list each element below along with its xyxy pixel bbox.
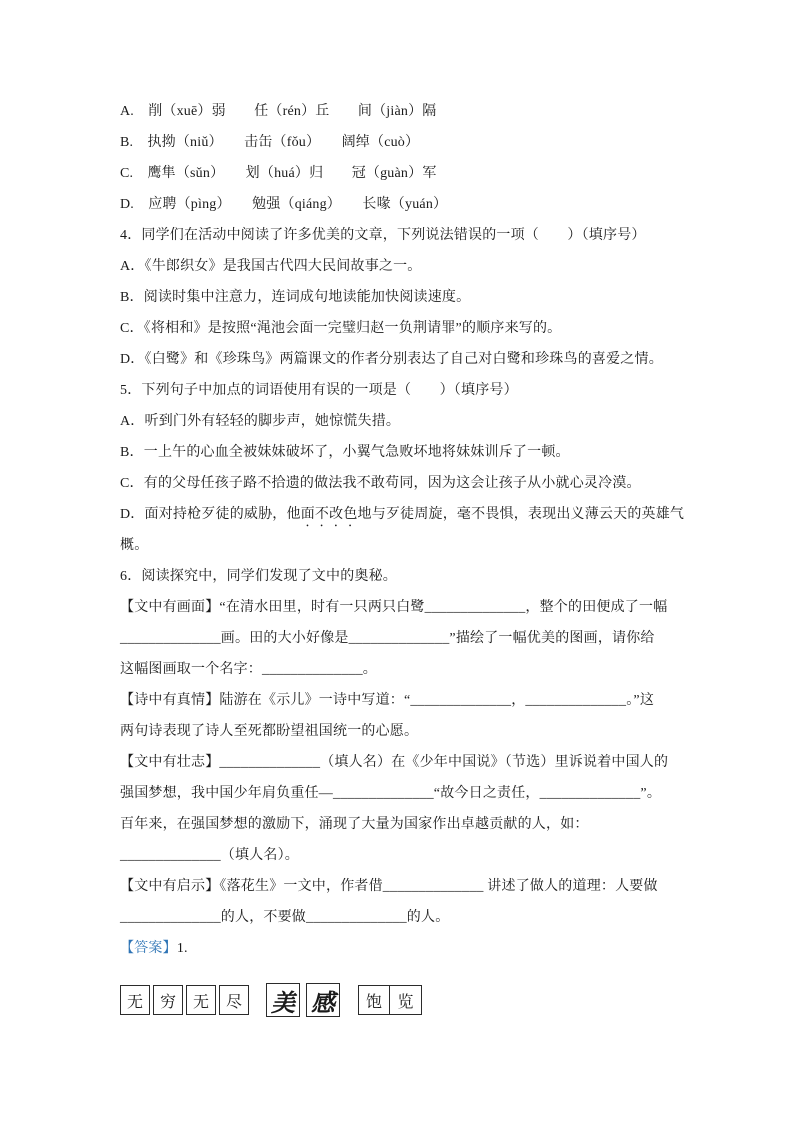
q4-option-d: D．《白鹭》和《珍珠鸟》两篇课文的作者分别表达了自己对白鹭和珍珠鸟的喜爱之情。 (120, 352, 663, 367)
q6-item-ambition-line3: 百年来，在强国梦想的激励下，涌现了大量为国家作出卓越贡献的人，如： (120, 817, 589, 832)
q6-item-picture-line2: ______________画。田的大小好像是______________”描绘了一幅优美的图画，请你给 (120, 631, 655, 646)
answer-box-char: 览 (390, 986, 421, 1014)
q6-item-lesson-line1: 【文中有启示】《落花生》一文中，作者借______________ 讲述了做人的道理：人要做 (120, 879, 658, 894)
answer-box-char: 饱 (359, 986, 390, 1014)
exam-content (120, 96, 685, 1020)
q5-option-d-post: 地与歹徒周旋，毫不畏惧，表现出义薄云天的英雄气 (357, 507, 685, 522)
answer-box-char-handwritten: 美 (266, 983, 300, 1017)
q6-item-ambition-line4: ______________（填人名）。 (120, 848, 299, 863)
q4-option-a: A．《牛郎织女》是我国古代四大民间故事之一。 (120, 259, 422, 274)
answer-box-char: 穷 (153, 985, 183, 1015)
q6-item-ambition-line2: 强国梦想，我中国少年肩负重任—______________“故今日之责任，______________”。 (120, 786, 662, 801)
q5-option-d-pre: D．面对持枪歹徒的威胁，他 (120, 507, 301, 522)
q4-option-c: C．《将相和》是按照“渑池会面一完璧归赵一负荆请罪”的顺序来写的。 (120, 321, 562, 336)
answer-label: 【答案】 (120, 941, 177, 956)
q6-item-poem-line2: 两句诗表现了诗人至死都盼望祖国统一的心愿。 (120, 724, 419, 739)
q3-option-c: C. 鹰隼（sǔn） 划（huá）归 冠（guàn）军 (120, 166, 437, 181)
answer-box-char-handwritten: 感 (306, 983, 340, 1017)
answer-box-char: 无 (120, 985, 150, 1015)
q5-option-b: B．一上午的心血全被妹妹破坏了，小翼气急败坏地将妹妹训斥了一顿。 (120, 445, 570, 460)
answer-heading (120, 933, 682, 964)
q3-option-d: D. 应聘（pìng） 勉强（qiáng） 长喙（yuán） (120, 197, 448, 212)
q6-item-ambition-line1: 【文中有壮志】______________（填人名）在《少年中国说》（节选）里诉说着中国人的 (120, 755, 669, 770)
q6-item-poem-line1: 【诗中有真情】陆游在《示儿》一诗中写道：“______________，______________。”这 (120, 693, 655, 708)
q6-item-picture-line1: 【文中有画面】“在清水田里，时有一只两只白鹭______________，整个的田便成了一幅 (120, 600, 668, 615)
answer-box-char: 无 (186, 985, 216, 1015)
answer-box-group-1 (120, 985, 252, 1015)
answer-box-group-2 (266, 983, 346, 1017)
q5-option-a: A．听到门外有轻轻的脚步声，她惊慌失措。 (120, 414, 401, 429)
q6-stem: 6．阅读探究中，同学们发现了文中的奥秘。 (120, 569, 397, 584)
q6-item-lesson-line2: ______________的人，不要做______________的人。 (120, 910, 450, 925)
answer-boxes-row (120, 980, 682, 1020)
q3-option-b: B. 执拗（niǔ） 击缶（fǒu） 阔绰（cuò） (120, 135, 420, 150)
q4-option-b: B．阅读时集中注意力，连词成句地读能加快阅读速度。 (120, 290, 471, 305)
answer-box-group-3 (358, 985, 422, 1015)
q3-option-a: A. 削（xuē）弱 任（rén）丘 间（jiàn）隔 (120, 104, 437, 119)
answer-box-char: 尽 (219, 985, 249, 1015)
answer-number: 1. (176, 941, 188, 956)
q5-option-d (120, 499, 685, 530)
q5-stem: 5．下列句子中加点的词语使用有误的一项是（ ）（填序号） (120, 383, 518, 398)
q5-option-d-continuation: 概。 (120, 538, 149, 553)
q5-option-c: C．有的父母任孩子路不拾遗的做法我不敢苟同，因为这会让孩子从小就心灵冷漠。 (120, 476, 641, 491)
q5-option-d-dotted-word: 面不改色 (300, 507, 358, 522)
q6-item-picture-line3: 这幅图画取一个名字：______________。 (120, 662, 377, 677)
q4-stem: 4．同学们在活动中阅读了许多优美的文章，下列说法错误的一项（ ）（填序号） (120, 228, 646, 243)
